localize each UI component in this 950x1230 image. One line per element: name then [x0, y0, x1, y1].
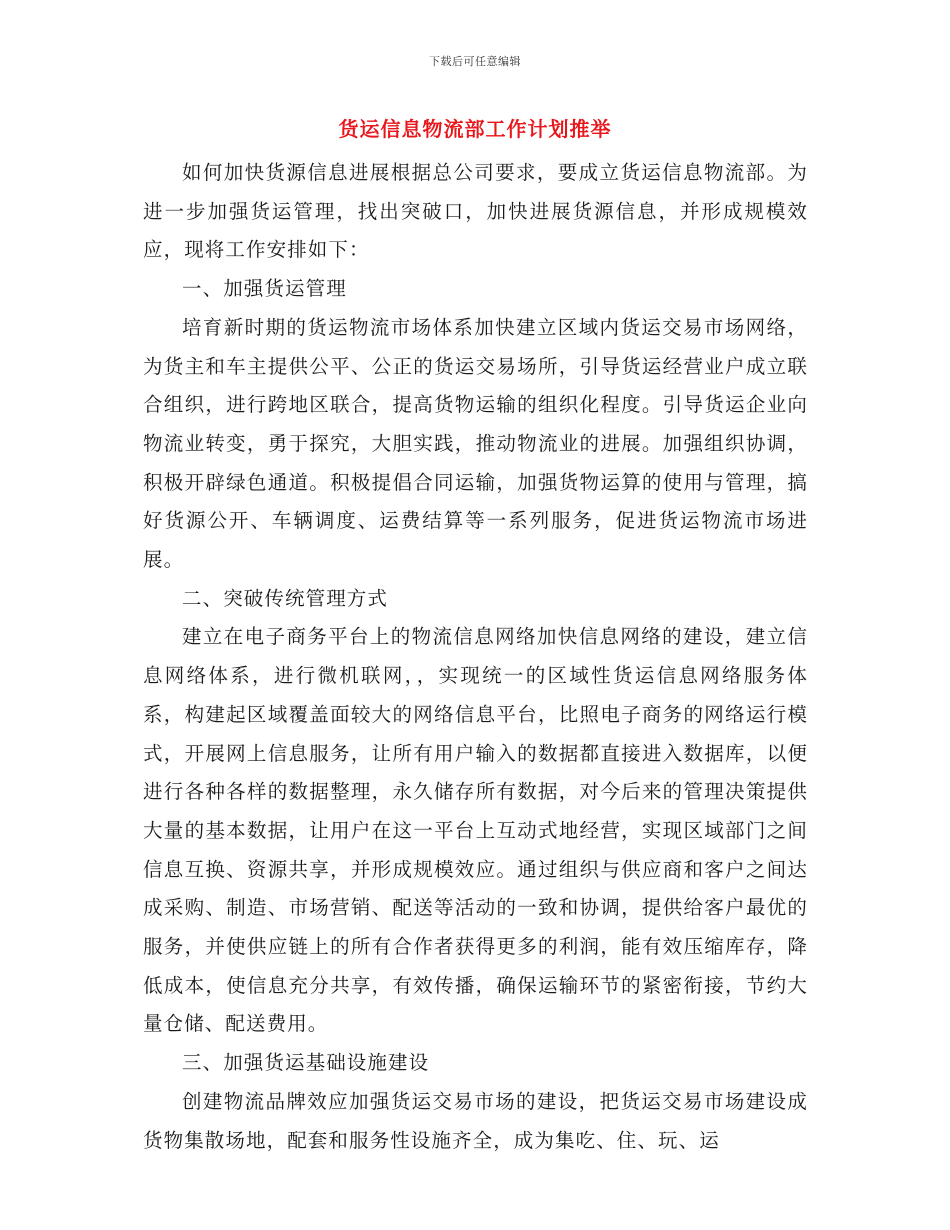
section-heading-3: 三、加强货运基础设施建设: [182, 1051, 430, 1075]
section-heading-1: 一、加强货运管理: [182, 277, 347, 301]
page-header-note: 下载后可任意编辑: [429, 55, 521, 68]
paragraph-intro: 如何加快货源信息进展根据总公司要求，要成立货运信息物流部。为进一步加强货运管理，找出突破口，加快进展货源信息，并形成规模效应，现将工作安排如下：: [143, 161, 808, 262]
paragraph-section-2: 建立在电子商务平台上的物流信息网络加快信息网络的建设，建立信息网络体系，进行微机联网，，实现统一的区域性货运信息网络服务体系，构建起区域覆盖面较大的网络信息平台，比照电子商务的网络运行模式，开展网上信息服务，让所有用户输入的数据都直接进入数据库，以便进行各种各样的数据整理，永久储存所有数据，对今后来的管理决策提供大量的基本数据，让用户在这一平台上互动式地经营，实现区域部门之间信息互换、资源共享，并形成规模效应。通过组织与供应商和客户之间达成采购、制造、市场营销、配送等活动的一致和协调，提供给客户最优的服务，并使供应链上的所有合作者获得更多的利润，能有效压缩库存，降低成本，使信息充分共享，有效传播，确保运输环节的紧密衔接，节约大量仓储、配送费用。: [143, 625, 808, 1036]
section-heading-2: 二、突破传统管理方式: [182, 586, 389, 610]
document-body: [143, 154, 808, 1160]
document-title: 货运信息物流部工作计划推举: [338, 117, 612, 141]
paragraph-section-1: 培育新时期的货运物流市场体系加快建立区域内货运交易市场网络，为货主和车主提供公平、公正的货运交易场所，引导货运经营业户成立联合组织，进行跨地区联合，提高货物运输的组织化程度。引导货运企业向物流业转变，勇于探究，大胆实践，推动物流业的进展。加强组织协调，积极开辟绿色通道。积极提倡合同运输，加强货物运算的使用与管理，搞好货源公开、车辆调度、运费结算等一系列服务，促进货运物流市场进展。: [143, 315, 808, 572]
paragraph-section-3: 创建物流品牌效应加强货运交易市场的建设，把货运交易市场建设成货物集散场地，配套和服务性设施齐全，成为集吃、住、玩、运: [143, 1089, 808, 1152]
